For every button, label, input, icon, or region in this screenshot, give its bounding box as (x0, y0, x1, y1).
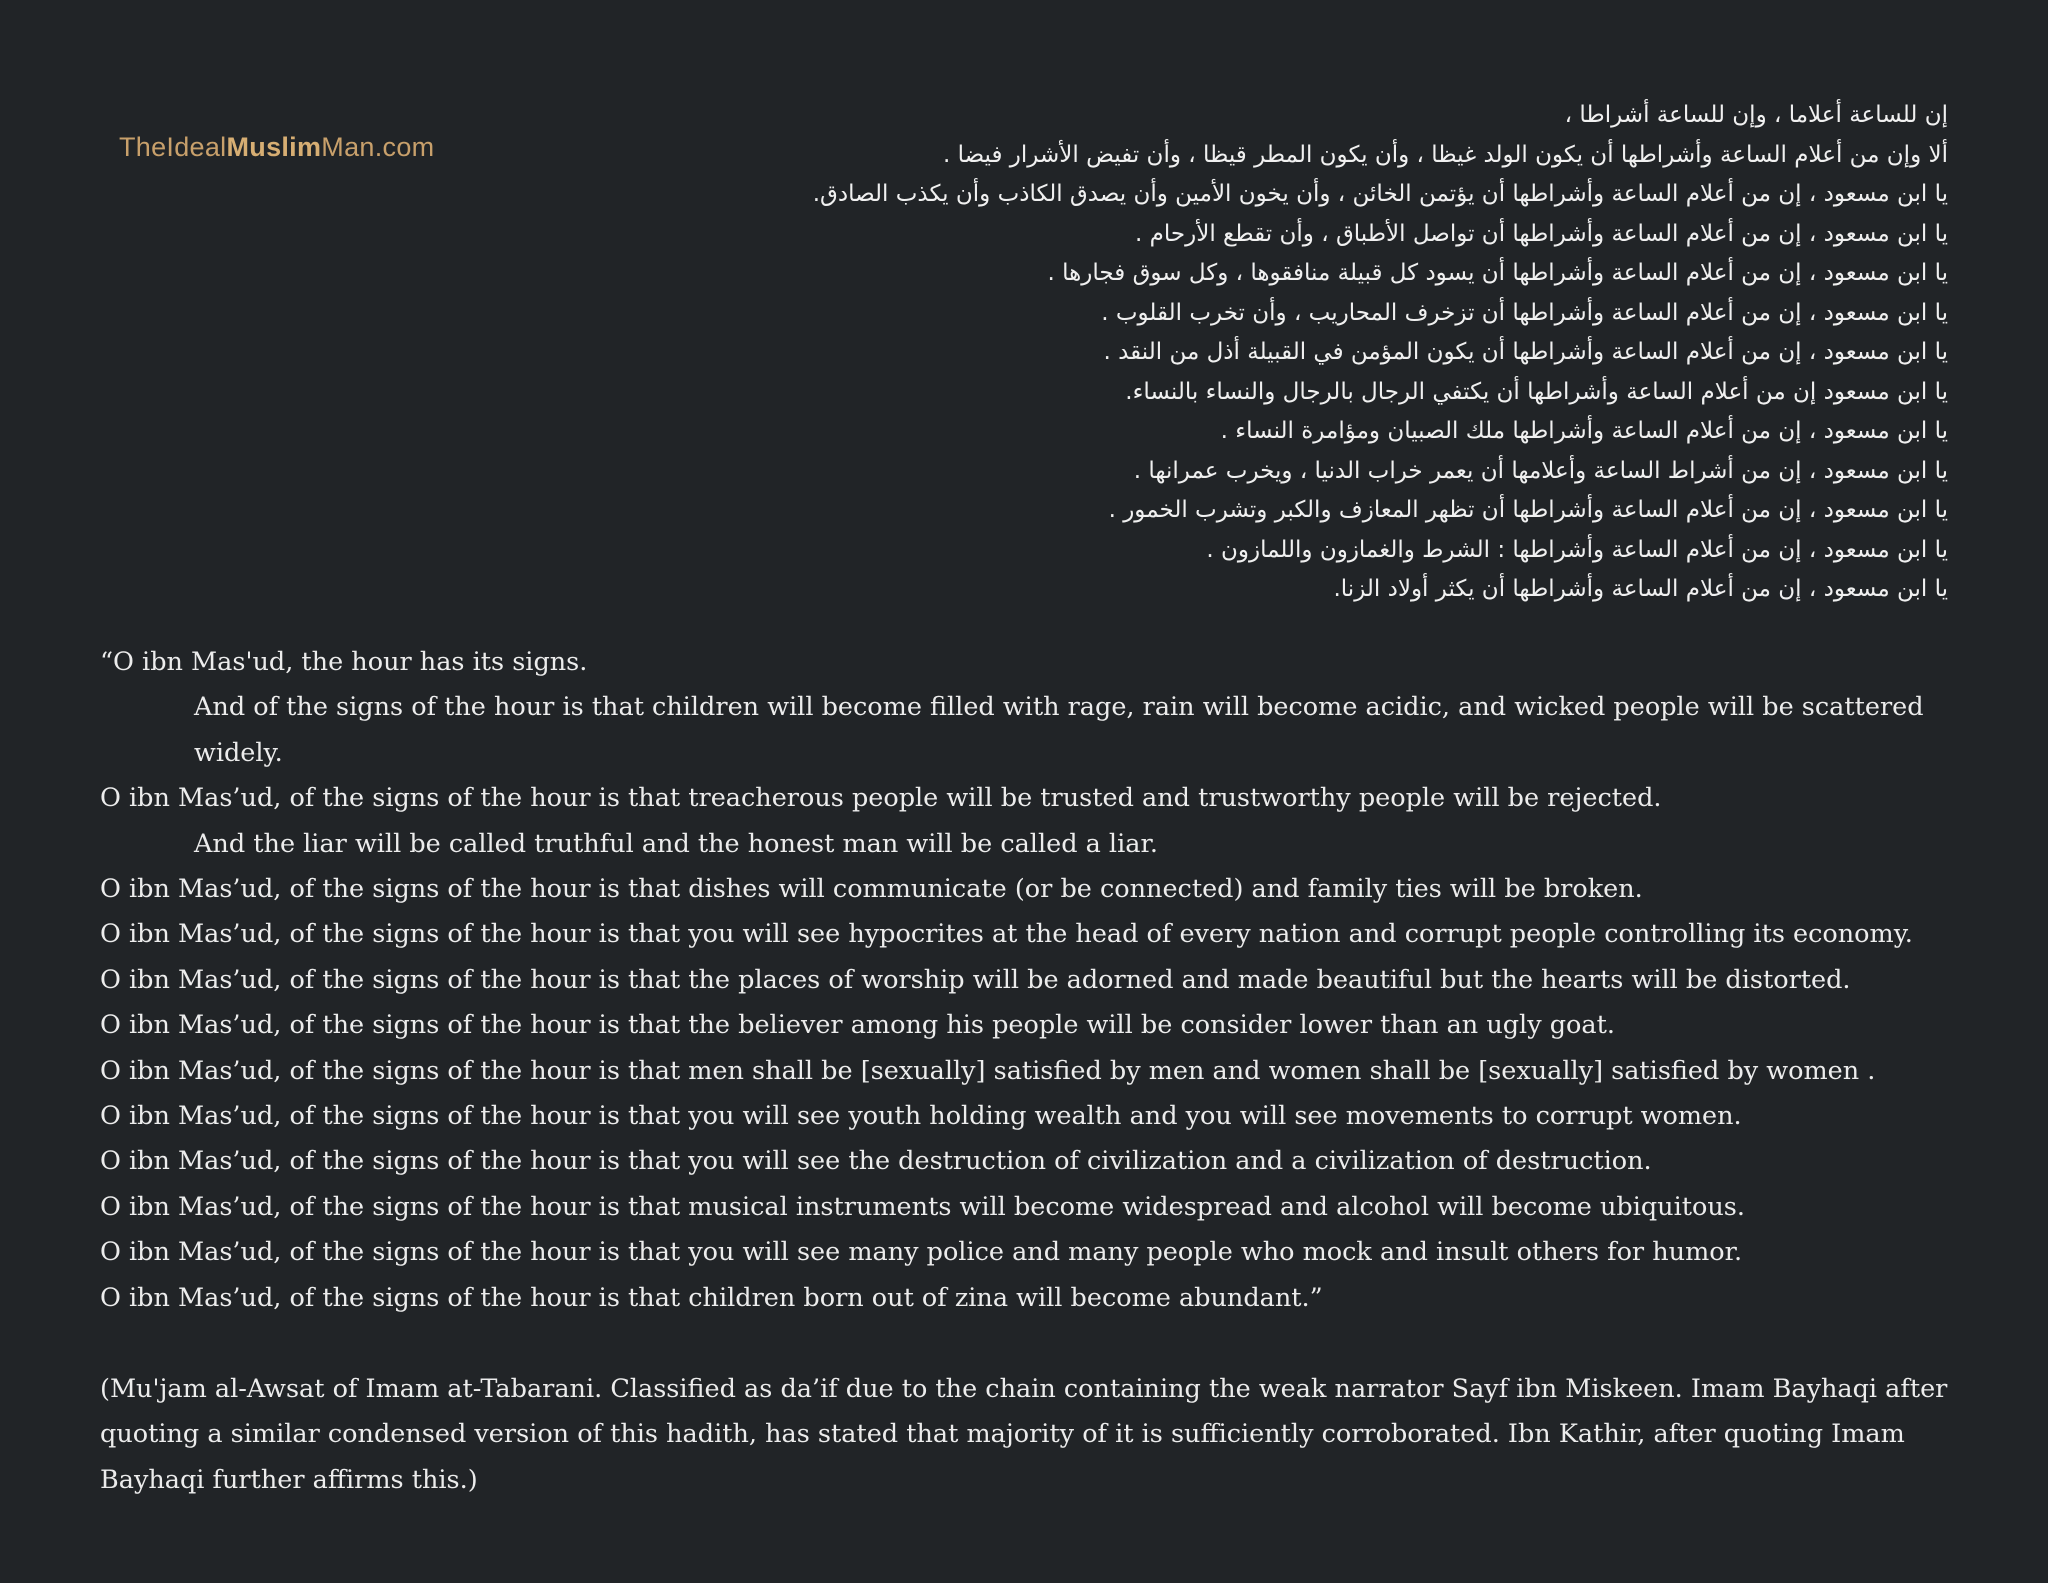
logo-strong: Muslim (226, 132, 322, 162)
arabic-line: يا ابن مسعود ، إن من أعلام الساعة وأشراطها أن تزخرف المحاريب ، وأن تخرب القلوب . (1101, 299, 1948, 326)
english-line-indented: And of the signs of the hour is that children will become filled with rage, rain will become acidic, and wicked people will be scattered widely. (194, 692, 1924, 768)
arabic-line: يا ابن مسعود ، إن من أعلام الساعة وأشراطها أن تظهر المعازف والكبر وتشرب الخمور . (1108, 497, 1948, 523)
logo-prefix: TheIdeal (119, 132, 227, 162)
citation-note: (Mu'jam al-Awsat of Imam at-Tabarani. Classified as da’if due to the chain containing the weak narrator Sayf ibn Miskeen. Imam Bayhaqi after quoting a similar condensed version of this hadith, has stated that majority of it is sufficiently corroborated. Ibn Kathir, after quoting Imam Bayhaqi further affirms this.) (100, 1374, 1948, 1495)
arabic-line: يا ابن مسعود ، إن من أعلام الساعة وأشراطها ملك الصبيان ومؤامرة النساء . (1220, 418, 1948, 444)
site-logo (119, 132, 434, 163)
arabic-line: يا ابن مسعود ، إن من أعلام الساعة وأشراطها : الشرط والغمازون واللمازون . (1206, 536, 1948, 563)
english-line: O ibn Mas’ud, of the signs of the hour is that the places of worship will be adorned and made beautiful but the hearts will be distorted. (100, 964, 1851, 995)
arabic-line: يا ابن مسعود إن من أعلام الساعة وأشراطها أن يكتفي الرجال بالرجال والنساء بالنساء. (1125, 378, 1948, 405)
arabic-line: ألا وإن من أعلام الساعة وأشراطها أن يكون الولد غيظا ، وأن يكون المطر قيظا ، وأن تفيض الأشرار فيضا . (942, 141, 1948, 168)
english-line: O ibn Mas’ud, of the signs of the hour is that treacherous people will be trusted and trustworthy people will be rejected. (100, 783, 1662, 814)
english-line: O ibn Mas’ud, of the signs of the hour is that you will see youth holding wealth and you will see movements to corrupt women. (100, 1101, 1742, 1132)
arabic-line: يا ابن مسعود ، إن من أشراط الساعة وأعلامها أن يعمر خراب الدنيا ، ويخرب عمرانها . (1133, 457, 1948, 484)
english-translation-block (100, 640, 1980, 1321)
logo-suffix: Man.com (321, 132, 435, 162)
english-line-indented: And the liar will be called truthful and the honest man will be called a liar. (194, 828, 1158, 859)
english-line: O ibn Mas’ud, of the signs of the hour is that you will see hypocrites at the head of every nation and corrupt people controlling its economy. (100, 919, 1913, 950)
arabic-line: يا ابن مسعود ، إن من أعلام الساعة وأشراطها أن يكثر أولاد الزنا. (1333, 576, 1948, 602)
english-line: O ibn Mas’ud, of the signs of the hour is that children born out of zina will become abundant.” (100, 1282, 1323, 1313)
english-line: “O ibn Mas'ud, the hour has its signs. (100, 647, 588, 677)
english-line: O ibn Mas’ud, of the signs of the hour is that the believer among his people will be consider lower than an ugly goat. (100, 1010, 1615, 1041)
arabic-line: يا ابن مسعود ، إن من أعلام الساعة وأشراطها أن تواصل الأطباق ، وأن تقطع الأرحام . (1135, 220, 1948, 247)
english-line: O ibn Mas’ud, of the signs of the hour is that you will see the destruction of civilization and a civilization of destruction. (100, 1146, 1652, 1177)
arabic-line: يا ابن مسعود ، إن من أعلام الساعة وأشراطها أن يكون المؤمن في القبيلة أذل من النقد . (1103, 339, 1948, 365)
arabic-line: يا ابن مسعود ، إن من أعلام الساعة وأشراطها أن يسود كل قبيلة منافقوها ، وكل سوق فجارها . (1047, 260, 1948, 286)
english-line: O ibn Mas’ud, of the signs of the hour is that musical instruments will become widespread and alcohol will become ubiquitous. (100, 1191, 1745, 1222)
english-line: O ibn Mas’ud, of the signs of the hour is that men shall be [sexually] satisfied by men and women shall be [sexually] satisfied by women . (100, 1055, 1876, 1086)
english-line: O ibn Mas’ud, of the signs of the hour is that dishes will communicate (or be connected) and family ties will be broken. (100, 874, 1643, 905)
arabic-line: إن للساعة أعلاما ، وإن للساعة أشراطا ، (1564, 102, 1948, 128)
english-line: O ibn Mas’ud, of the signs of the hour is that you will see many police and many people who mock and insult others for humor. (100, 1237, 1743, 1268)
arabic-line: يا ابن مسعود ، إن من أعلام الساعة وأشراطها أن يؤتمن الخائن ، وأن يخون الأمين وأن يصدق الكاذب وأن يكذب الصادق. (812, 181, 1948, 207)
arabic-text-block (548, 96, 1948, 610)
